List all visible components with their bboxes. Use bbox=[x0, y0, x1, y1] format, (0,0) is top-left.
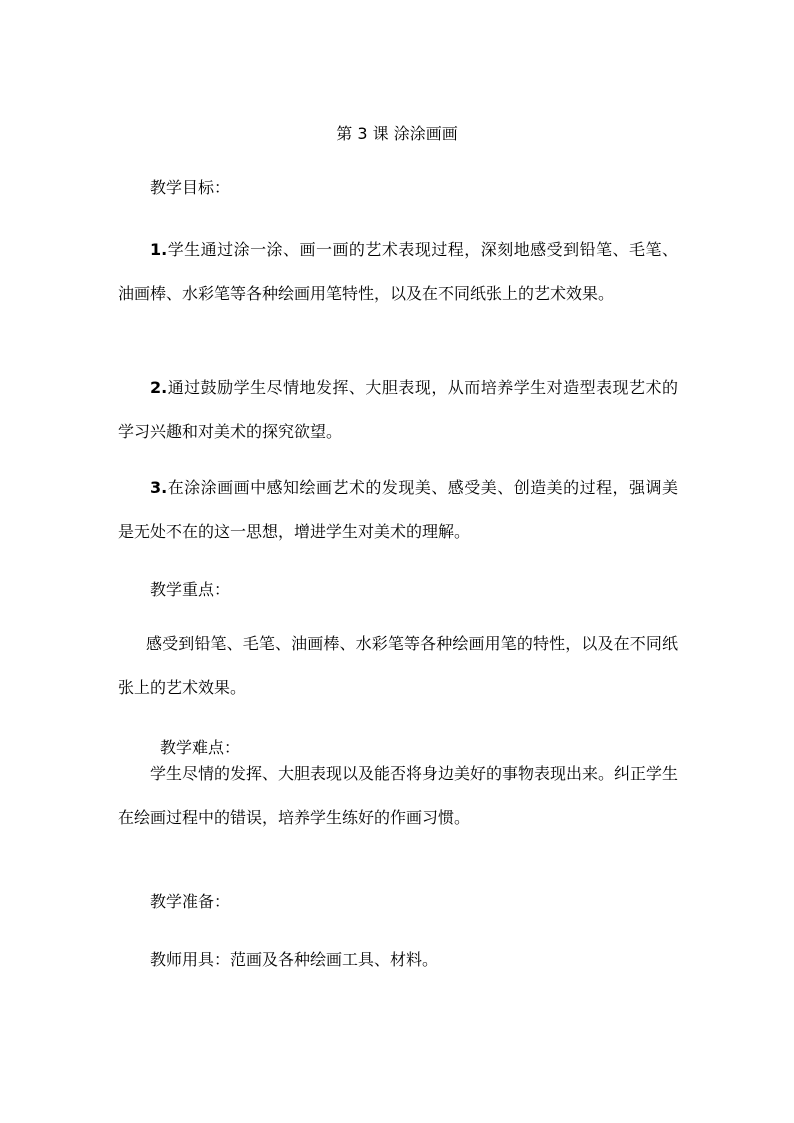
goal-item-3 bbox=[118, 466, 678, 554]
difficulties-text: 学生尽情的发挥、大胆表现以及能否将身边美好的事物表现出来。纠正学生在绘画过程中的错误，培养学生练好的作画习惯。 bbox=[118, 764, 679, 827]
preparation-text: 教师用具：范画及各种绘画工具、材料。 bbox=[150, 950, 439, 969]
goal-number: 1. bbox=[150, 240, 168, 259]
key-points-heading: 教学重点： bbox=[150, 580, 231, 599]
goal-item-1 bbox=[118, 228, 678, 316]
goal-text: 学生通过涂一涂、画一画的艺术表现过程，深刻地感受到铅笔、毛笔、油画棒、水彩笔等各种绘画用笔特性，以及在不同纸张上的艺术效果。 bbox=[118, 240, 678, 303]
goal-number: 2. bbox=[150, 378, 168, 397]
goals-heading: 教学目标： bbox=[150, 178, 231, 197]
key-points-text: 感受到铅笔、毛笔、油画棒、水彩笔等各种绘画用笔的特性，以及在不同纸张上的艺术效果。 bbox=[118, 634, 678, 697]
goal-item-2 bbox=[118, 366, 678, 454]
goal-text: 通过鼓励学生尽情地发挥、大胆表现，从而培养学生对造型表现艺术的学习兴趣和对美术的探究欲望。 bbox=[118, 378, 678, 441]
lesson-title: 第 3 课 涂涂画画 bbox=[336, 124, 458, 143]
difficulties-heading: 教学难点： bbox=[160, 738, 241, 757]
goal-text: 在涂涂画画中感知绘画艺术的发现美、感受美、创造美的过程，强调美是无处不在的这一思想，增进学生对美术的理解。 bbox=[118, 478, 678, 541]
goal-number: 3. bbox=[150, 478, 168, 497]
preparation-heading: 教学准备： bbox=[150, 892, 231, 911]
